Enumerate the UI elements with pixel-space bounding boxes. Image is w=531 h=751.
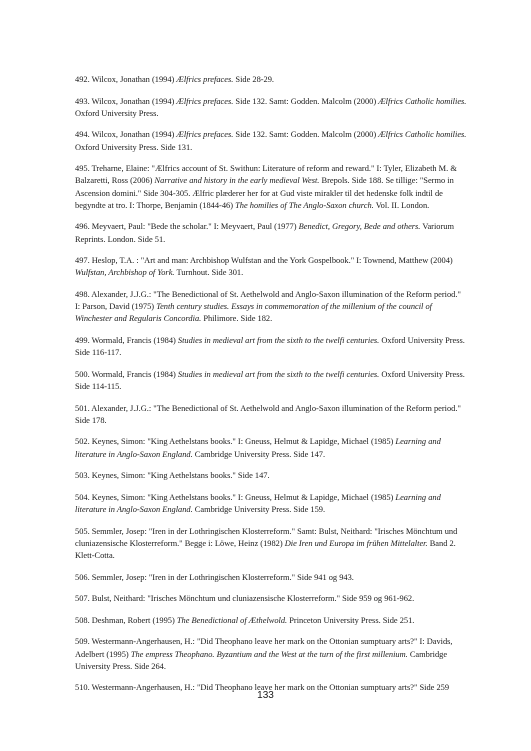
- endnote-text: 510. Westermann-Angerhausen, H.: "Did Theophano leave her mark on the Ottonian sumptuary arts?" Side 259: [75, 683, 450, 693]
- endnote-text: Oxford University Press. Side 114-115.: [75, 369, 465, 391]
- endnote-italic-title: Wulfstan, Archbishop of York.: [75, 268, 175, 278]
- endnote-italic-title: Ælfrics prefaces.: [176, 130, 234, 140]
- endnote-text: 505. Semmler, Josep: "Iren in der Lothringischen Klosterreform." Samt: Bulst, Neithard: "Irisches Mönchtum und cluniazensische Klosterreform." Begge i: Löwe, Heinz (1982): [75, 526, 458, 548]
- endnote-item: [75, 289, 467, 326]
- endnote-italic-title: Die Iren und Europa im frühen Mittelalter.: [284, 538, 428, 548]
- endnote-item: [75, 129, 467, 153]
- endnote-italic-title: Ælfrics Catholic homilies.: [378, 96, 467, 106]
- endnote-item: [75, 369, 467, 393]
- endnote-text: Princeton University Press. Side 251.: [287, 615, 415, 625]
- endnote-text: Band 2. Klett-Cotta.: [75, 538, 456, 560]
- endnote-item: [75, 335, 467, 359]
- endnote-item: [75, 74, 467, 86]
- endnote-item: [75, 403, 467, 427]
- endnote-italic-title: Learning and literature in Anglo-Saxon England.: [75, 437, 441, 459]
- endnote-text: 492. Wilcox, Jonathan (1994): [75, 75, 177, 84]
- endnote-italic-title: Ælfrics prefaces.: [176, 75, 234, 84]
- endnote-text: 508. Deshman, Robert (1995): [75, 615, 177, 625]
- page-number: 133: [257, 690, 274, 701]
- endnote-text: 504. Keynes, Simon: "King Aethelstans books." I: Gneuss, Helmut & Lapidge, Michael (1985): [75, 492, 396, 502]
- endnote-text: 503. Keynes, Simon: "King Aethelstans books." Side 147.: [75, 471, 270, 481]
- endnote-italic-title: Studies in medieval art from the sixth to the twelfi centuries.: [177, 335, 380, 345]
- endnote-text: 498. Alexander, J.J.G.: "The Benedictional of St. Aethelwold and Anglo-Saxon illumination of the Reform period." I: Parson, David (1975): [75, 289, 461, 312]
- endnote-text: 497. Heslop, T.A. : "Art and man: Archbishop Wulfstan and the York Gospelbook." I: Townend, Matthew (2004): [75, 256, 453, 266]
- endnote-text: 494. Wilcox, Jonathan (1994): [75, 130, 177, 140]
- endnote-italic-title: Narrative and history in the early medieval West.: [154, 176, 320, 186]
- endnote-item: [75, 96, 467, 120]
- endnote-italic-title: Ælfrics prefaces.: [176, 96, 234, 106]
- endnote-text: Brepols. Side 188. Se tillige: "Sermo in Ascension domini." Side 304-305. Ælfric plæderer her for at Gud viste mirakler til det hedenske folk indtil de begyndte at tro. I: Thorpe, Benjamin (1844-46): [75, 176, 454, 210]
- endnote-italic-title: The empress Theophano. Byzantium and the West at the turn of the first millenium.: [130, 649, 408, 659]
- endnote-item: [75, 593, 467, 605]
- endnote-text: 509. Westermann-Angerhausen, H.: "Did Theophano leave her mark on the Ottonian sumptuary arts?" I: Davids, Adelbert (1995): [75, 637, 453, 659]
- endnote-text: Vol. II. London.: [373, 200, 430, 210]
- endnote-item: [75, 163, 467, 212]
- endnote-italic-title: Tenth century studies. Essays in commemoration of the millenium of the council of Winchester and Regularis Concordia.: [75, 302, 432, 324]
- endnote-italic-title: Learning and literature in Anglo-Saxon England.: [75, 492, 441, 514]
- endnote-italic-title: The homilies of The Anglo-Saxon church.: [235, 200, 374, 210]
- endnote-item: [75, 615, 467, 627]
- endnote-text: 502. Keynes, Simon: "King Aethelstans books." I: Gneuss, Helmut & Lapidge, Michael (1985): [75, 437, 396, 447]
- endnote-item: [75, 436, 467, 460]
- endnotes-list: [75, 74, 467, 704]
- endnote-text: Cambridge University Press. Side 264.: [75, 649, 448, 671]
- endnote-item: [75, 470, 467, 482]
- endnote-item: [75, 221, 467, 245]
- endnote-text: 495. Treharne, Elaine: "Ælfrics account of St. Swithun: Literature of reform and reward." I: Tyler, Elizabeth M. & Balzaretti, Ross (2006): [75, 164, 457, 186]
- endnote-text: 499. Wormald, Francis (1984): [75, 335, 178, 345]
- endnote-text: 507. Bulst, Neithard: "Irisches Mönchtum und cluniazensische Klosterreform." Side 959 og 961-962.: [75, 594, 415, 604]
- endnote-italic-title: Ælfrics Catholic homilies.: [378, 130, 467, 140]
- endnote-text: 493. Wilcox, Jonathan (1994): [75, 96, 177, 106]
- endnote-item: [75, 492, 467, 516]
- endnote-text: Turnhout. Side 301.: [174, 268, 244, 278]
- endnote-text: 500. Wormald, Francis (1984): [75, 369, 178, 379]
- endnote-text: 501. Alexander, J.J.G.: "The Benedictional of St. Aethelwold and Anglo-Saxon illumination of the Reform period." Side 178.: [75, 403, 461, 425]
- endnote-italic-title: Benedict, Gregory, Bede and others.: [298, 222, 421, 232]
- endnote-item: [75, 255, 467, 279]
- endnote-text: Side 132. Samt: Godden. Malcolm (2000): [233, 96, 379, 106]
- endnote-text: Oxford University Press.: [75, 108, 159, 118]
- endnote-text: Side 132. Samt: Godden. Malcolm (2000): [233, 130, 379, 140]
- endnote-text: Cambridge University Press. Side 147.: [192, 449, 326, 459]
- endnote-text: 506. Semmler, Josep: "Iren in der Lothringischen Klosterreform." Side 941 og 943.: [75, 572, 354, 582]
- endnote-text: Oxford University Press. Side 131.: [75, 142, 193, 152]
- endnote-text: Side 28-29.: [233, 75, 275, 84]
- endnote-item: [75, 572, 467, 584]
- endnote-text: 496. Meyvaert, Paul: "Bede the scholar." I: Meyvaert, Paul (1977): [75, 222, 299, 232]
- endnote-italic-title: Studies in medieval art from the sixth to the twelfi centuries.: [177, 369, 380, 379]
- endnote-text: Oxford University Press. Side 116-117.: [75, 335, 465, 358]
- endnote-item: [75, 636, 467, 673]
- endnote-item: [75, 526, 467, 563]
- endnote-italic-title: The Benedictional of Æthelwold.: [176, 615, 288, 625]
- endnote-text: Philimore. Side 182.: [201, 314, 273, 324]
- endnote-text: Variorum Reprints. London. Side 51.: [75, 222, 454, 244]
- endnote-text: Cambridge University Press. Side 159.: [192, 504, 326, 514]
